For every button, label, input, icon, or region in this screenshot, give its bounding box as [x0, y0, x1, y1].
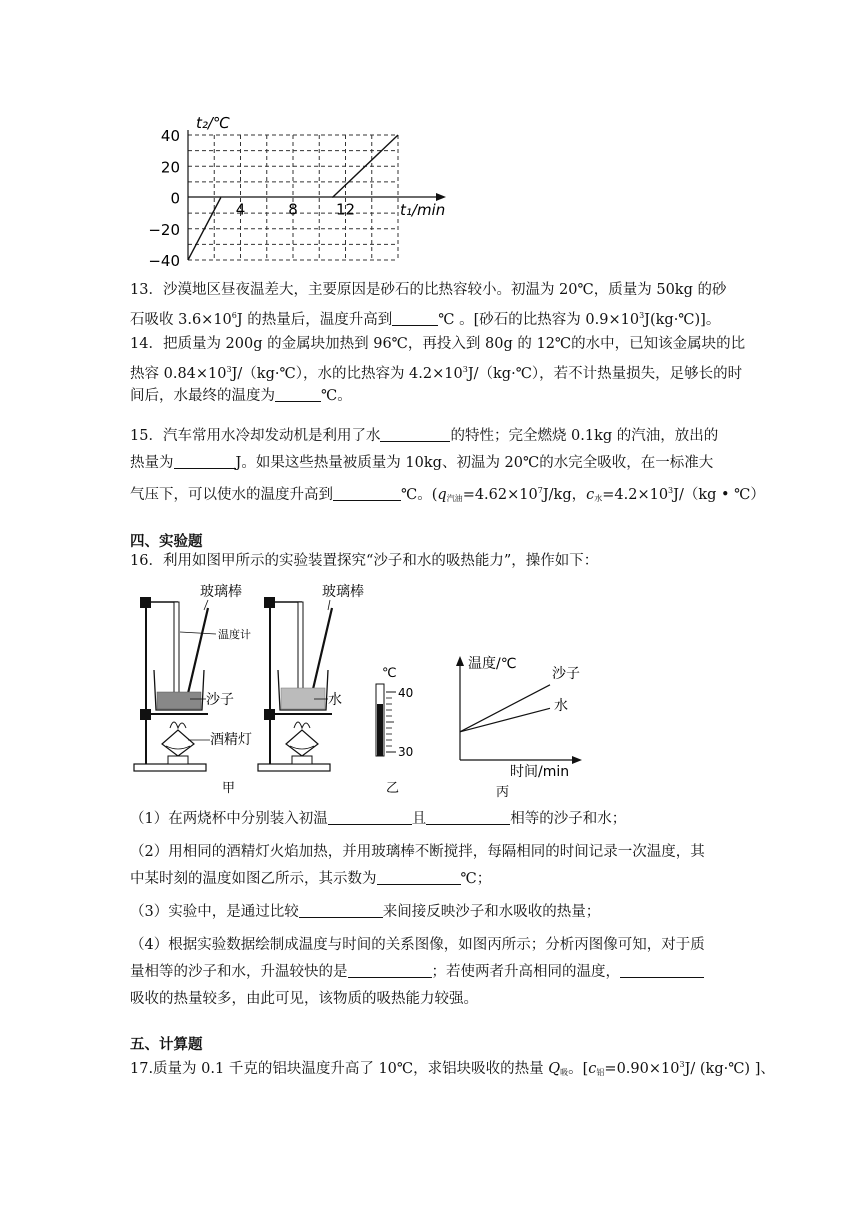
label-bing: 丙 [496, 785, 510, 800]
q16-s3b: 来间接反映沙子和水吸收的热量； [382, 904, 601, 920]
q16-s1c: 相等的沙子和水； [510, 811, 627, 827]
q14-text-b1: 热容 0.84×10 [130, 366, 227, 382]
q15-text-c2: ℃。( [401, 487, 438, 503]
x-tick-label: 8 [288, 200, 298, 219]
q16-blank-4[interactable] [299, 902, 383, 918]
q16-s1b: 且 [411, 811, 427, 827]
q16-s3a: （3）实验中，是通过比较 [130, 904, 299, 920]
x-tick-label: 12 [335, 200, 356, 219]
q17-Q-sub: 吸 [560, 1068, 569, 1077]
q15-exp2: 3 [668, 486, 674, 495]
q15-text-c1: 气压下，可以使水的温度升高到 [130, 487, 333, 503]
x-tick-label: 4 [235, 200, 246, 219]
label-glass-rod-2: 玻璃棒 [322, 584, 364, 600]
q15-q-symbol: q [437, 487, 447, 503]
therm-30: 30 [398, 745, 414, 759]
q16-blank-5[interactable] [348, 962, 432, 978]
q16-intro-text: 16．利用如图甲所示的实验装置探究“沙子和水的吸热能力”，操作如下： [130, 553, 599, 569]
graph-bing-x-label: 时间/min [510, 764, 570, 780]
apparatus-sand [134, 597, 208, 771]
therm-unit: ℃ [382, 666, 397, 681]
q16-step-4c [130, 986, 740, 1012]
q16-s2a: （2）用相同的酒精灯火焰加热，并用玻璃棒不断搅拌，每隔相同的时间记录一次温度，其 [130, 844, 705, 860]
question-13-line-2 [130, 303, 740, 333]
label-jia: 甲 [222, 781, 236, 796]
section-4-heading: 四、实验题 [130, 534, 203, 550]
question-16-intro [130, 548, 740, 574]
q16-s4d: 吸收的热量较多，由此可见，该物质的吸热能力较强。 [130, 991, 478, 1007]
label-water: 水 [328, 692, 342, 708]
q15-c-sub: 水 [594, 494, 603, 503]
q17-text-d: =0.90×10 [604, 1061, 680, 1077]
label-glass-rod-1: 玻璃棒 [200, 584, 242, 600]
y-axis-label: t₂/℃ [196, 114, 230, 132]
q16-s4c: ；若使两者升高相同的温度， [431, 964, 620, 980]
q15-exp: 7 [537, 486, 543, 495]
q16-s1a: （1）在两烧杯中分别装入初温 [130, 811, 328, 827]
q17-text-b: 。[ [568, 1061, 589, 1077]
q15-text-c4: J/kg， [542, 487, 587, 503]
q17-text-e: J/ (kg·℃) ]、 [684, 1061, 775, 1077]
q16-blank-3[interactable] [377, 869, 461, 885]
q16-step-4b [130, 959, 740, 985]
q15-blank-1[interactable] [380, 426, 450, 442]
q13-text-b4: J(kg·℃)]。 [644, 312, 721, 328]
q15-blank-3[interactable] [333, 485, 401, 501]
question-15-line-3 [130, 478, 765, 512]
q15-text-c3: =4.62×10 [462, 487, 538, 503]
q15-text-b2: J。如果这些热量被质量为 10kg、初温为 20℃的水完全吸收，在一标准大 [235, 455, 714, 471]
temperature-time-graph [130, 108, 470, 268]
apparatus-water [258, 597, 332, 771]
q17-c-symbol: c [588, 1061, 597, 1077]
question-17 [130, 1052, 775, 1086]
q13-text-b1: 石吸收 3.6×10 [130, 312, 232, 328]
graph-bing-water-label: 水 [554, 698, 568, 714]
q15-text-a1: 15．汽车常用水冷却发动机是利用了水 [130, 428, 381, 444]
q14-answer-blank[interactable] [275, 386, 321, 402]
label-thermometer: 温度计 [218, 628, 251, 641]
q16-blank-2[interactable] [426, 809, 510, 825]
q16-blank-6[interactable] [620, 962, 704, 978]
graph-bing-y-label: 温度/℃ [468, 656, 517, 672]
q15-text-c5: =4.2×10 [602, 487, 669, 503]
q13-text-b2: J 的热量后，温度升高到 [236, 312, 393, 328]
q17-text-a: 17.质量为 0.1 千克的铝块温度升高了 10℃，求铝块吸收的热量 [130, 1061, 549, 1077]
q15-text-b1: 热量为 [130, 455, 174, 471]
q15-c-symbol: c [586, 487, 595, 503]
q14-text-b3: J/（kg·℃），若不计热量损失，足够长的时 [467, 366, 743, 382]
graph-bing-series [460, 685, 550, 732]
q14-text-c1: 间后，水最终的温度为 [130, 388, 275, 404]
x-axis-label: t₁/min [400, 201, 446, 219]
q15-text-a2: 的特性；完全燃烧 0.1kg 的汽油，放出的 [450, 428, 719, 444]
q16-step-3 [130, 899, 740, 925]
q17-Q-symbol: Q [548, 1061, 561, 1077]
q17-c-sub: 铝 [596, 1068, 605, 1077]
q16-step-4a [130, 932, 740, 958]
q15-blank-2[interactable] [174, 453, 236, 469]
q16-blank-1[interactable] [328, 809, 412, 825]
x-axis-arrow-icon [436, 193, 446, 201]
water-line [460, 708, 550, 732]
q16-s4b: 量相等的沙子和水，升温较快的是 [130, 964, 348, 980]
y-tick-labels [148, 127, 180, 268]
q13-text-b3: ℃ 。[砂石的比热容为 0.9×10 [438, 312, 640, 328]
q16-step-2b [130, 866, 740, 892]
y-tick-label: 20 [160, 158, 180, 177]
q16-step-1 [130, 806, 740, 832]
q16-step-2a [130, 839, 740, 865]
question-13-line-1 [130, 277, 740, 303]
sand-line [460, 685, 550, 732]
graph-bing-sand-label: 沙子 [552, 666, 580, 682]
y-tick-label: 0 [170, 189, 180, 208]
question-15-line-2 [130, 450, 740, 476]
q15-text-c6: J/（kg • ℃） [673, 487, 765, 503]
q13-exp: 6 [231, 311, 237, 320]
q16-s2c: ℃； [460, 871, 492, 887]
section-5-heading: 五、计算题 [130, 1037, 203, 1053]
question-14-line-3 [130, 383, 740, 409]
question-15-line-1 [130, 423, 740, 449]
q16-s2b: 中某时刻的温度如图乙所示，其示数为 [130, 871, 377, 887]
q14-text-a: 14．把质量为 200g 的金属块加热到 96℃，再投入到 80g 的 12℃的水中，已知该金属块的比 [130, 336, 746, 352]
experiment-figure [130, 580, 590, 800]
label-yi: 乙 [386, 781, 400, 796]
y-tick-label: −20 [148, 220, 180, 239]
q17-exp: 3 [679, 1060, 685, 1069]
x-tick-labels [236, 201, 355, 219]
q13-answer-blank[interactable] [392, 310, 438, 326]
q13-exp2: 3 [639, 311, 645, 320]
y-tick-label: −40 [148, 252, 180, 268]
q16-s4a: （4）根据实验数据绘制成温度与时间的关系图像，如图丙所示；分析丙图像可知，对于质 [130, 937, 705, 953]
thermometer-yi [376, 684, 396, 756]
graph-bing-x-arrow-icon [572, 756, 582, 764]
y-tick-label: 40 [160, 127, 180, 145]
q13-text-a: 13．沙漠地区昼夜温差大，主要原因是砂石的比热容较小。初温为 20℃，质量为 50kg 的砂 [130, 282, 727, 298]
q14-exp: 3 [226, 365, 232, 374]
q15-q-sub: 汽油 [446, 494, 463, 503]
series-line-1 [188, 198, 221, 261]
therm-40: 40 [398, 686, 414, 700]
label-alcohol-lamp: 酒精灯 [210, 732, 252, 748]
graph-bing-y-arrow-icon [456, 656, 464, 666]
q14-text-c2: ℃。 [321, 388, 352, 404]
q14-exp2: 3 [462, 365, 468, 374]
q14-text-b2: J/（kg·℃），水的比热容为 4.2×10 [231, 366, 463, 382]
label-sand: 沙子 [206, 692, 234, 708]
question-14-line-1 [130, 331, 746, 357]
